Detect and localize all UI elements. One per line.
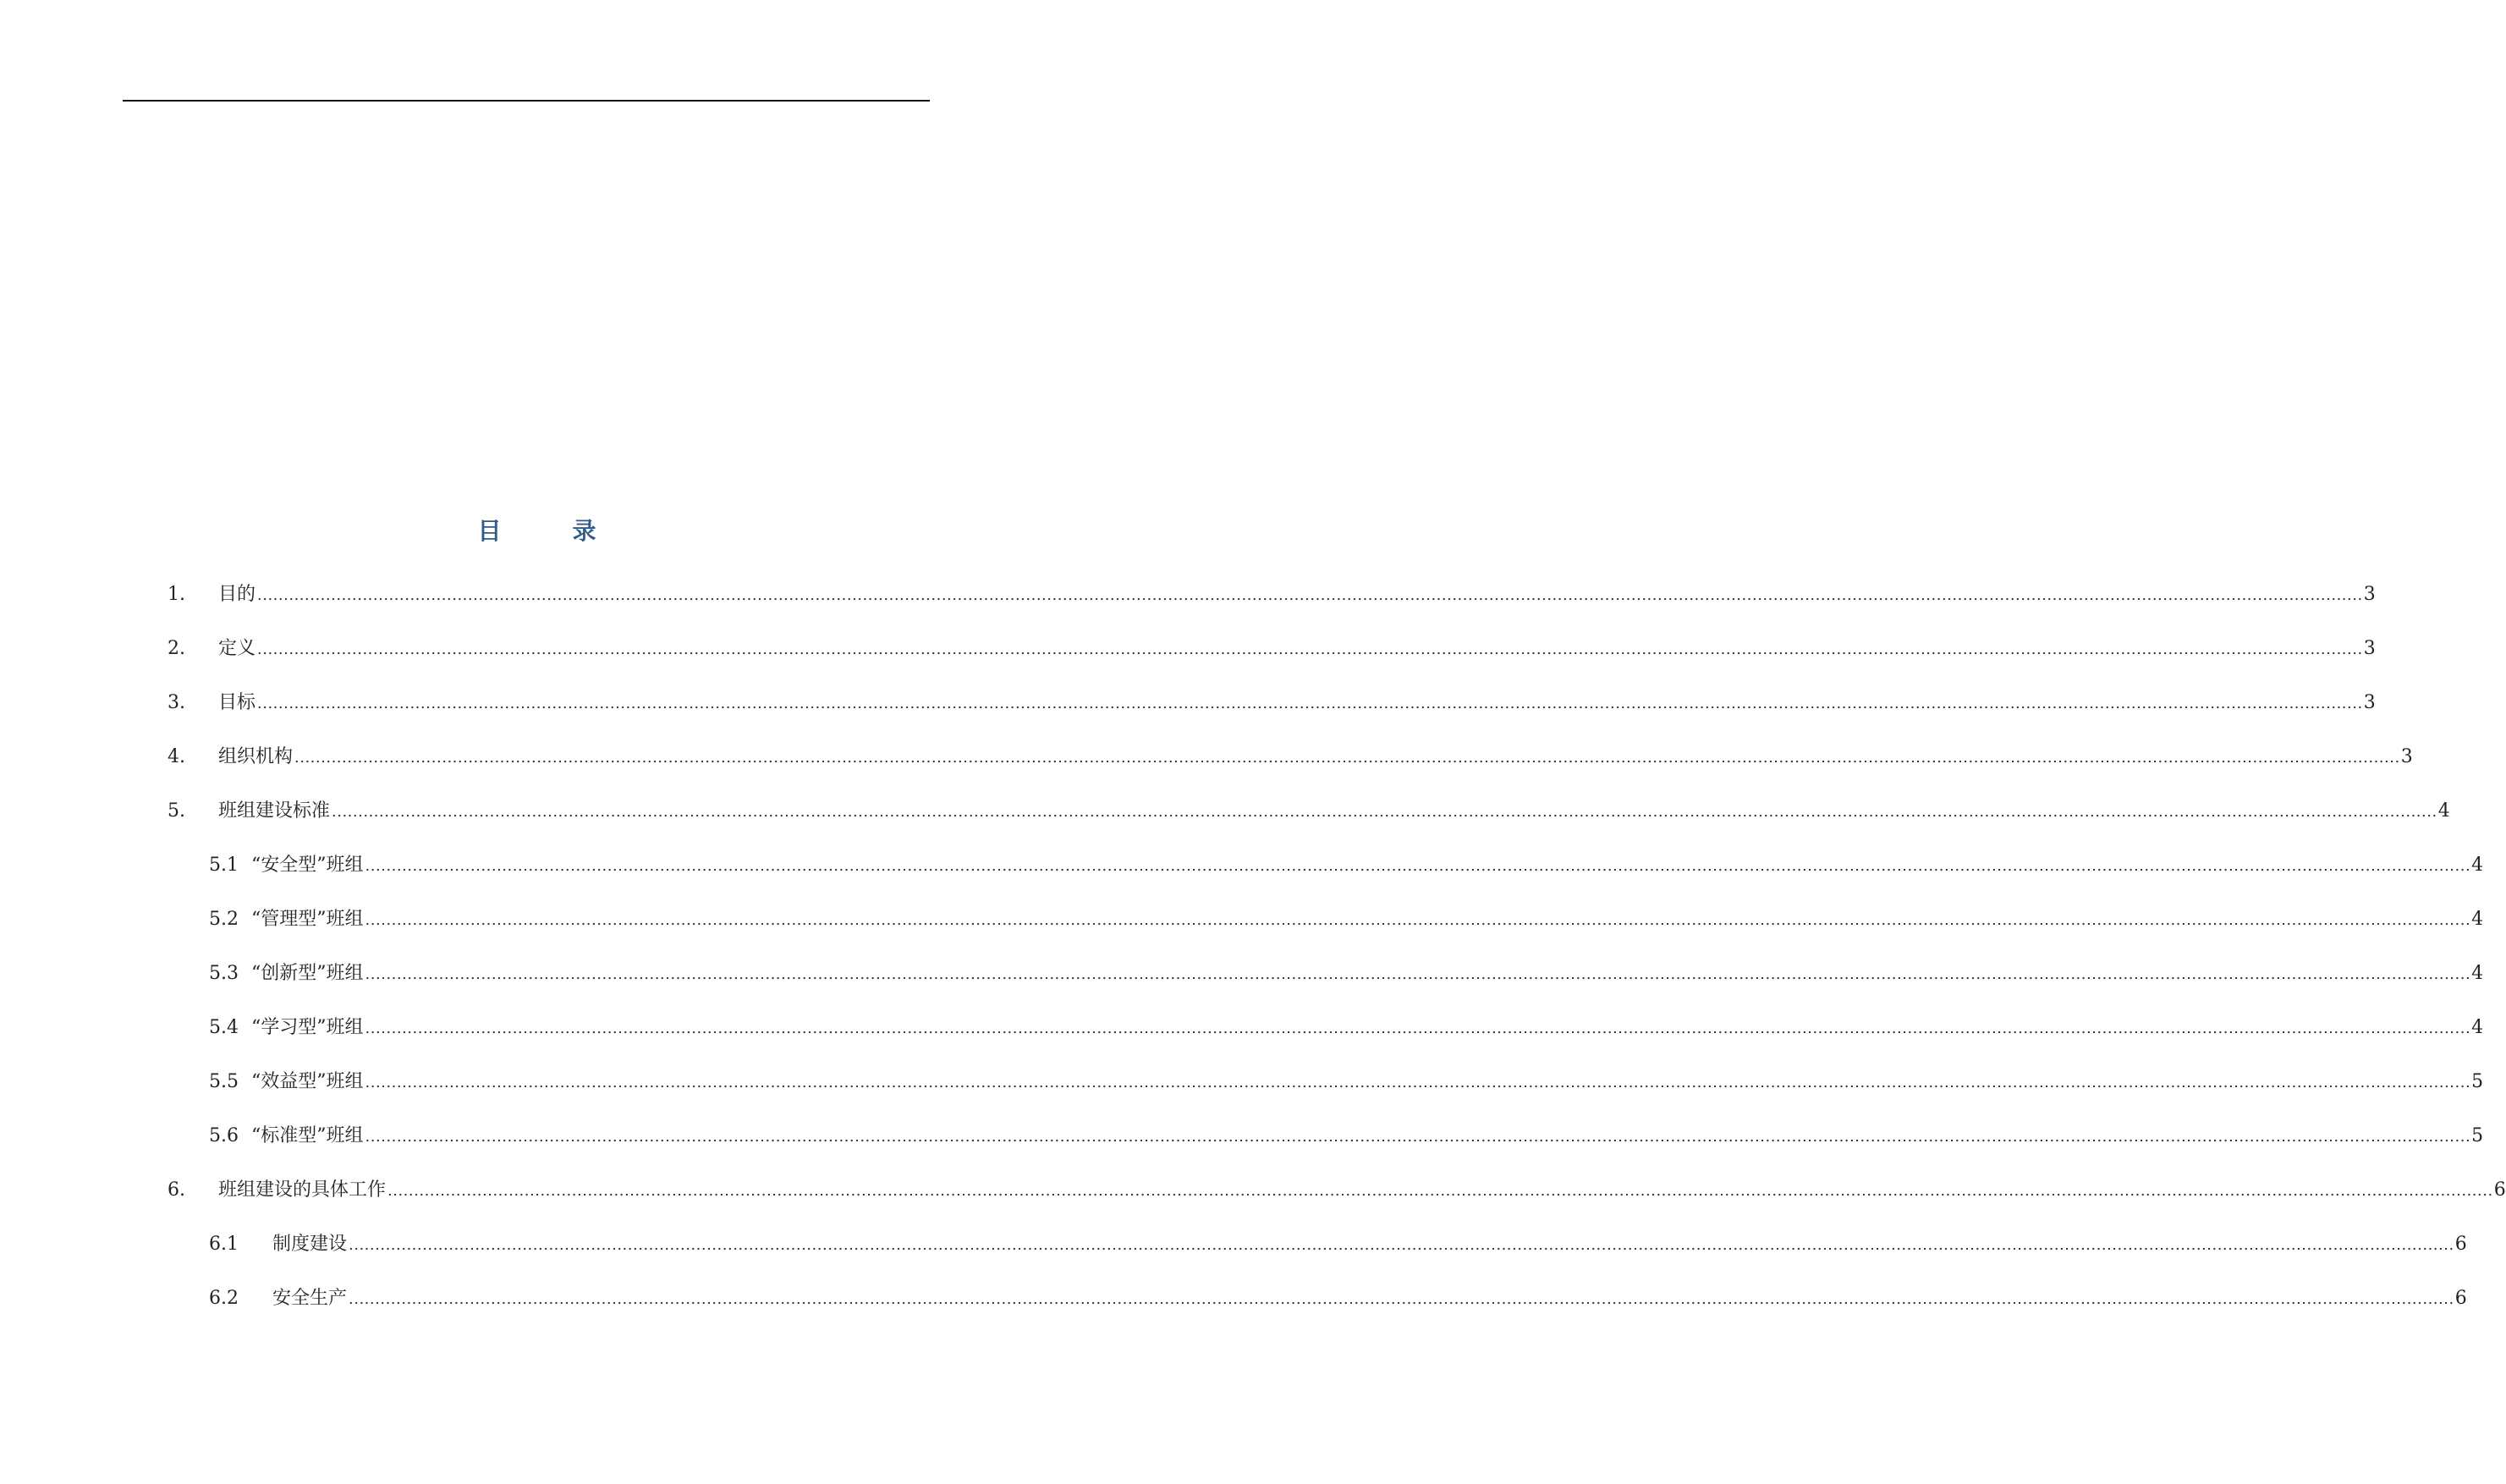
toc-entry-number: 5.5	[209, 1071, 239, 1092]
toc-entry[interactable]	[209, 1014, 2484, 1042]
toc-dot-leader: ................................................................................................................................................................................................................................................................................................................................................................................................................	[365, 911, 2471, 929]
toc-dot-leader: ................................................................................................................................................................................................................................................................................................................................................................................................................	[294, 749, 2400, 767]
toc-dot-leader: ................................................................................................................................................................................................................................................................................................................................................................................................................	[349, 1290, 2454, 1308]
toc-entry-page: 3	[2363, 584, 2376, 605]
toc-title: 目 录	[477, 517, 620, 545]
toc-dot-leader: ................................................................................................................................................................................................................................................................................................................................................................................................................	[365, 857, 2471, 875]
toc-entry[interactable]	[209, 1284, 2467, 1313]
toc-entry-page: 4	[2437, 800, 2450, 822]
toc-entry-page: 6	[2454, 1288, 2467, 1309]
toc-entry-page: 4	[2471, 909, 2484, 930]
toc-entry-number: 5.2	[209, 909, 239, 930]
toc-entry-page: 5	[2471, 1125, 2484, 1146]
toc-dot-leader: ................................................................................................................................................................................................................................................................................................................................................................................................................	[257, 695, 2363, 712]
toc-dot-leader: ................................................................................................................................................................................................................................................................................................................................................................................................................	[365, 1074, 2471, 1091]
toc-entry[interactable]	[209, 1230, 2467, 1259]
toc-entry-title: 目的	[218, 584, 256, 605]
toc-entry[interactable]	[168, 580, 2376, 609]
toc-dot-leader: ................................................................................................................................................................................................................................................................................................................................................................................................................	[332, 803, 2437, 821]
toc-entry[interactable]	[168, 1176, 2506, 1205]
toc-entry-number: 5.6	[209, 1125, 239, 1146]
toc-entry-number: 5.3	[209, 963, 239, 984]
toc-entry[interactable]	[209, 959, 2484, 988]
toc-entry-number: 2.	[168, 638, 185, 659]
toc-entry[interactable]	[209, 1068, 2484, 1097]
toc-entry-title: “安全型”班组	[251, 855, 364, 876]
toc-entry[interactable]	[168, 635, 2376, 663]
toc-entry-title: 制度建设	[272, 1234, 348, 1255]
toc-entry-title: “学习型”班组	[251, 1017, 364, 1038]
toc-entry-title: “管理型”班组	[251, 909, 364, 930]
toc-dot-leader: ................................................................................................................................................................................................................................................................................................................................................................................................................	[257, 586, 2363, 604]
toc-dot-leader: ................................................................................................................................................................................................................................................................................................................................................................................................................	[365, 1128, 2471, 1146]
toc-entry[interactable]	[168, 743, 2413, 772]
toc-dot-leader: ................................................................................................................................................................................................................................................................................................................................................................................................................	[257, 640, 2363, 658]
toc-entry[interactable]	[209, 851, 2484, 880]
toc-entry-title: 班组建设标准	[218, 800, 331, 822]
toc-dot-leader: ................................................................................................................................................................................................................................................................................................................................................................................................................	[349, 1236, 2454, 1254]
toc-dot-leader: ................................................................................................................................................................................................................................................................................................................................................................................................................	[387, 1182, 2493, 1200]
toc-entry-page: 3	[2400, 746, 2413, 767]
toc-entry-number: 3.	[168, 692, 185, 713]
toc-entry[interactable]	[168, 689, 2376, 717]
toc-entry-number: 1.	[168, 584, 185, 605]
toc-entry-number: 5.	[168, 800, 185, 822]
toc-entry-number: 6.2	[209, 1288, 239, 1309]
toc-entry-title: 目标	[218, 692, 256, 713]
toc-entry-title: “效益型”班组	[251, 1071, 364, 1092]
toc-entry-title: 组织机构	[218, 746, 294, 767]
toc-entry-page: 6	[2454, 1234, 2467, 1255]
toc-entry[interactable]	[168, 797, 2450, 826]
toc-entry-page: 4	[2471, 1017, 2484, 1038]
toc-entry-page: 6	[2493, 1179, 2506, 1201]
toc-entry-page: 3	[2363, 692, 2376, 713]
toc-entry-number: 4.	[168, 746, 185, 767]
toc-entry[interactable]	[209, 1122, 2484, 1151]
toc-entry-title: “创新型”班组	[251, 963, 364, 984]
toc-entry-title: 安全生产	[272, 1288, 348, 1309]
toc-entry-number: 5.4	[209, 1017, 239, 1038]
toc-dot-leader: ................................................................................................................................................................................................................................................................................................................................................................................................................	[365, 1020, 2471, 1037]
toc-entry-title: 定义	[218, 638, 256, 659]
toc-entry-page: 5	[2471, 1071, 2484, 1092]
toc-entry-page: 4	[2471, 963, 2484, 984]
toc-entry-page: 3	[2363, 638, 2376, 659]
toc-entry-title: 班组建设的具体工作	[218, 1179, 387, 1201]
toc-entry[interactable]	[209, 905, 2484, 934]
toc-entry-number: 5.1	[209, 855, 239, 876]
toc-entry-title: “标准型”班组	[251, 1125, 364, 1146]
toc-dot-leader: ................................................................................................................................................................................................................................................................................................................................................................................................................	[365, 965, 2471, 983]
toc-entry-number: 6.1	[209, 1234, 239, 1255]
toc-entry-page: 4	[2471, 855, 2484, 876]
toc-entry-number: 6.	[168, 1179, 185, 1201]
